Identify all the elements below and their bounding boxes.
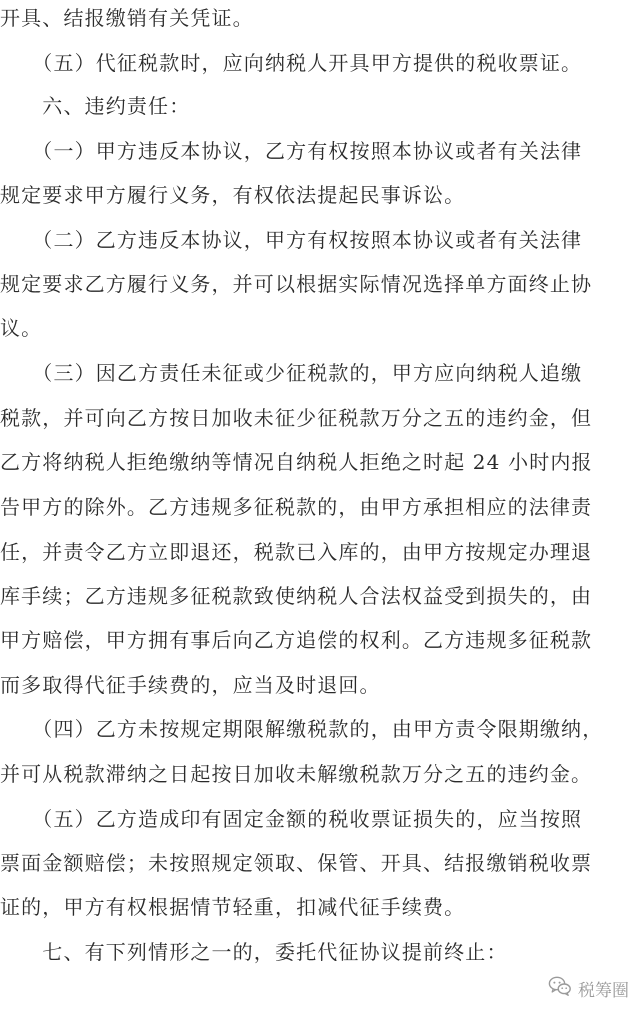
text-line: 库手续；乙方违规多征税款致使纳税人合法权益受到损失的，由: [0, 584, 593, 608]
text-line: （二）乙方违反本协议，甲方有权按照本协议或者有关法律: [0, 228, 583, 252]
text-line: 告甲方的除外。乙方违规多征税款的，由甲方承担相应的法律责: [0, 495, 593, 519]
watermark-text: 税筹圈: [578, 980, 629, 1001]
wechat-icon: [548, 975, 572, 1002]
text-line: 规定要求乙方履行义务，并可以根据实际情况选择单方面终止协: [0, 272, 593, 296]
text-line: 乙方将纳税人拒绝缴纳等情况自纳税人拒绝之时起 24 小时内报: [0, 450, 593, 474]
text-line: （五）乙方造成印有固定金额的税收票证损失的，应当按照: [0, 807, 583, 831]
section-heading: 七、有下列情形之一的，委托代征协议提前终止：: [0, 940, 508, 964]
text-line: （一）甲方违反本协议，乙方有权按照本协议或者有关法律: [0, 139, 583, 163]
text-line: 议。: [0, 316, 43, 340]
text-line: 证的，甲方有权根据情节轻重，扣减代征手续费。: [0, 895, 466, 919]
text-line: 任，并责令乙方立即退还，税款已入库的，由甲方按规定办理退: [0, 540, 593, 564]
text-line: （五）代征税款时，应向纳税人开具甲方提供的税收票证。: [0, 51, 583, 75]
text-line: 票面金额赔偿；未按照规定领取、保管、开具、结报缴销税收票: [0, 851, 593, 875]
text-line: 税款，并可向乙方按日加收未征少征税款万分之五的违约金，但: [0, 406, 593, 430]
text-line: 而多取得代征手续费的，应当及时退回。: [0, 673, 381, 697]
text-line: 开具、结报缴销有关凭证。: [0, 6, 254, 30]
text-line: （三）因乙方责任未征或少征税款的，甲方应向纳税人追缴: [0, 361, 583, 385]
watermark: [548, 974, 629, 1002]
text-line: 并可从税款滞纳之日起按日加收未解缴税款万分之五的违约金。: [0, 762, 593, 786]
text-line: （四）乙方未按规定期限解缴税款的，由甲方责令限期缴纳，: [0, 717, 604, 741]
section-heading: 六、违约责任：: [0, 94, 191, 118]
text-line: 甲方赔偿，甲方拥有事后向乙方追偿的权利。乙方违规多征税款: [0, 628, 593, 652]
text-line: 规定要求甲方履行义务，有权依法提起民事诉讼。: [0, 183, 466, 207]
